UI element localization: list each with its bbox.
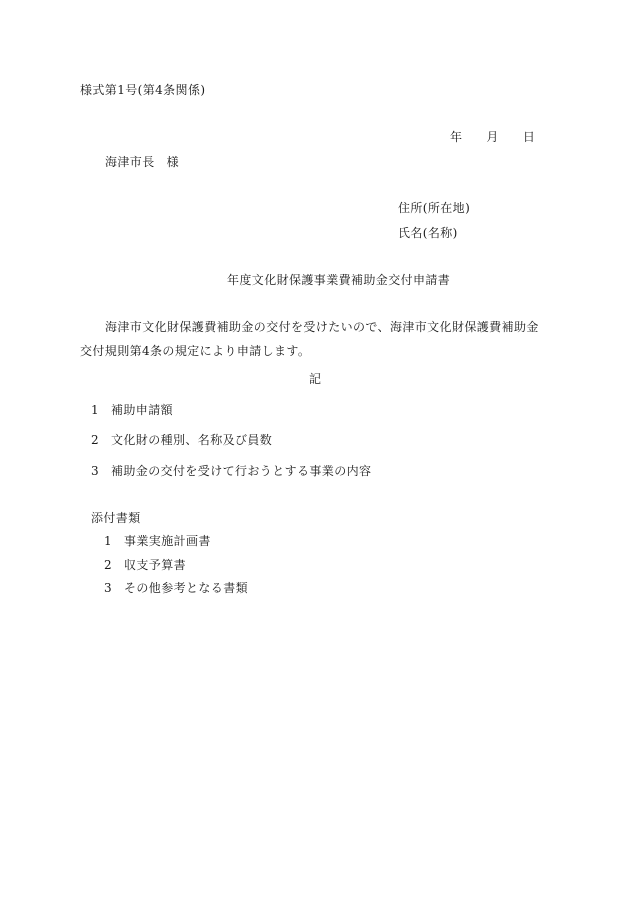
applicant-address-label: 住所(所在地) (398, 201, 471, 215)
attachments-title: 添付書類 (91, 511, 141, 525)
attachment-item (104, 559, 186, 571)
list-item (91, 404, 173, 416)
list-item (91, 465, 371, 477)
attachment-item-number: 2 (104, 558, 113, 572)
addressee (105, 156, 179, 168)
date-line (450, 131, 535, 143)
list-item-text: 補助金の交付を受けて行おうとする事業の内容 (111, 464, 372, 478)
addressee-name: 海津市長 (105, 155, 155, 169)
list-item (91, 434, 272, 446)
attachment-item-text: 事業実施計画書 (124, 534, 211, 548)
body-text-line-2: 交付規則第4条の規定により申請します。 (80, 344, 311, 358)
ki-heading: 記 (309, 372, 322, 386)
attachment-item-text: その他参考となる書類 (124, 581, 249, 595)
list-item-number: 2 (91, 433, 100, 447)
date-month-label: 月 (486, 130, 499, 144)
attachment-item-number: 1 (104, 534, 113, 548)
list-item-number: 1 (91, 403, 100, 417)
attachment-item (104, 535, 211, 547)
date-day-label: 日 (522, 130, 536, 144)
form-number: 様式第1号(第4条関係) (80, 83, 206, 97)
list-item-text: 補助申請額 (111, 403, 174, 417)
applicant-name-label: 氏名(名称) (398, 226, 458, 240)
addressee-honorific: 様 (166, 155, 180, 169)
attachment-item (104, 582, 248, 594)
attachment-item-text: 収支予算書 (124, 558, 187, 572)
date-year-label: 年 (450, 130, 463, 144)
document-title: 年度文化財保護事業費補助金交付申請書 (227, 273, 451, 287)
list-item-number: 3 (91, 464, 100, 478)
attachment-item-number: 3 (104, 581, 113, 595)
body-text-line-1: 海津市文化財保護費補助金の交付を受けたいので、海津市文化財保護費補助金 (105, 320, 539, 334)
list-item-text: 文化財の種別、名称及び員数 (111, 433, 273, 447)
